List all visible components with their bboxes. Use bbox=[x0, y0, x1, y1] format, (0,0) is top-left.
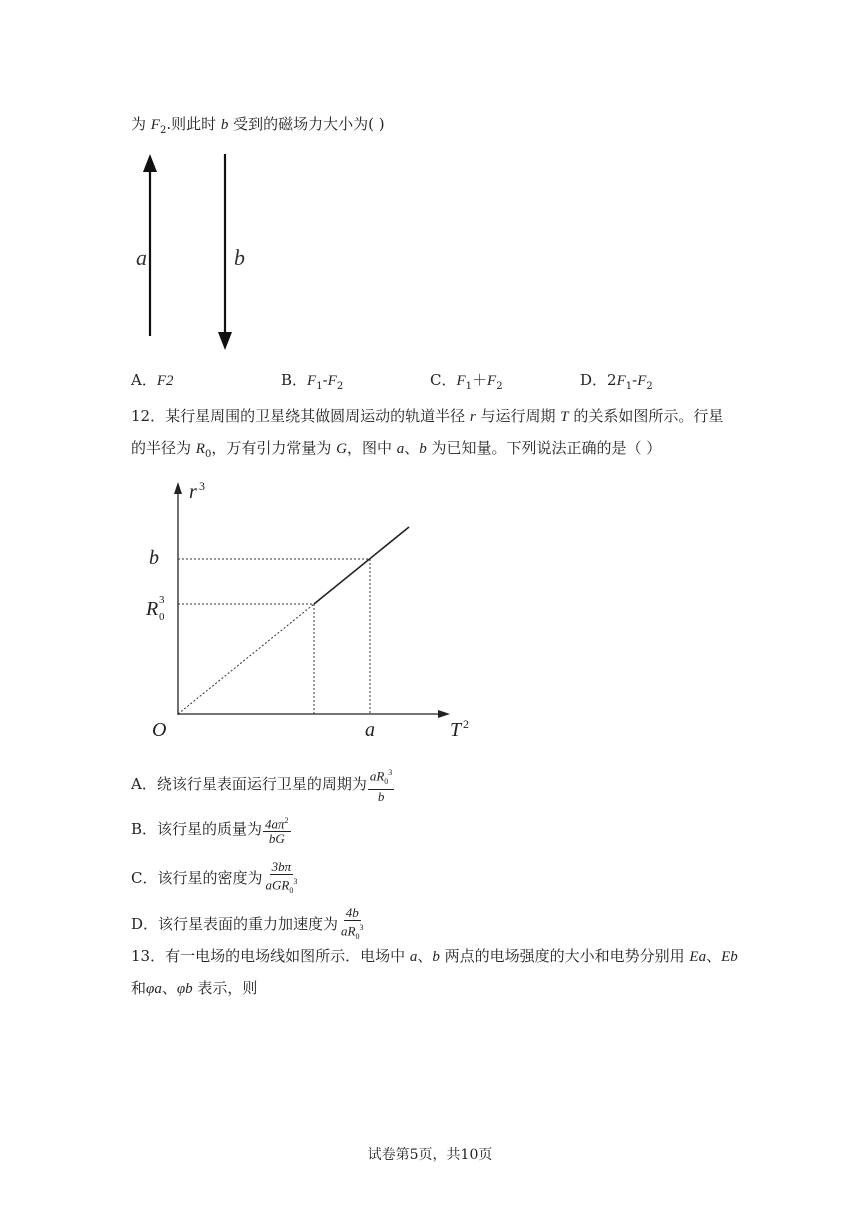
q12-stem-line1 bbox=[131, 406, 723, 427]
q11-stem bbox=[131, 114, 385, 141]
q12-text: 与运行周期 bbox=[475, 407, 561, 425]
x-axis-arrow bbox=[438, 710, 450, 718]
q13-text: 两点的电场强度的大小和电势分别用 bbox=[439, 947, 690, 965]
option-s2: 2 bbox=[496, 381, 503, 392]
option-text: C．该行星的密度为 bbox=[131, 868, 263, 887]
option-s1: 1 bbox=[465, 381, 473, 392]
option-f1: F bbox=[616, 373, 626, 389]
q11-stem-var: F bbox=[150, 117, 160, 133]
q11-stem-prefix: 为 bbox=[131, 115, 151, 133]
formula-num: 4aπ bbox=[265, 816, 285, 832]
formula-den-sup: 3 bbox=[293, 877, 298, 886]
q11-stem-sub: 2 bbox=[159, 125, 167, 136]
q12-text: 为已知量。下列说法正确的是（ ） bbox=[426, 439, 662, 457]
option-label: B． bbox=[281, 371, 308, 389]
q13-text: 、 bbox=[417, 947, 433, 965]
q12-var-r: r bbox=[469, 409, 476, 425]
y-axis-arrow bbox=[174, 482, 182, 494]
formula-den: b bbox=[377, 788, 385, 804]
formula-den-sub: 0 bbox=[289, 885, 294, 895]
line-solid bbox=[314, 527, 409, 604]
option-op: - bbox=[322, 371, 328, 389]
option-formula bbox=[368, 766, 394, 804]
formula-den-sup: 3 bbox=[359, 923, 364, 932]
q11-wires-figure bbox=[128, 148, 268, 358]
q11-option-b[interactable] bbox=[281, 370, 343, 397]
wire-a-arrowhead bbox=[143, 154, 157, 172]
q12-text: ，图中 bbox=[346, 439, 397, 457]
option-formula bbox=[263, 860, 299, 898]
q12-text: ，万有引力常量为 bbox=[211, 439, 337, 457]
option-text: A．绕该行星表面运行卫星的周期为 bbox=[131, 774, 367, 793]
q12-var-g: G bbox=[336, 441, 347, 457]
option-op: ＋ bbox=[472, 371, 488, 389]
q13-text: 、 bbox=[161, 979, 177, 997]
x-axis-label: T bbox=[450, 719, 462, 741]
y-tick-b: b bbox=[149, 547, 159, 569]
formula-den: aGR bbox=[265, 877, 290, 893]
q11-stem-suffix: 受到的磁场力大小为( ) bbox=[228, 115, 385, 133]
option-text: B．该行星的质量为 bbox=[131, 820, 263, 839]
wire-b-arrowhead bbox=[218, 332, 232, 350]
page-footer: 试卷第5页，共10页 bbox=[367, 1147, 493, 1163]
q13-text: 和 bbox=[131, 979, 147, 997]
q12-var-a: a bbox=[396, 441, 405, 457]
option-label: D． bbox=[580, 371, 608, 389]
x-tick-a: a bbox=[365, 719, 375, 741]
option-s2: 2 bbox=[336, 381, 344, 392]
q13-var-phi-b: φb bbox=[176, 981, 193, 997]
formula-num: aR bbox=[369, 768, 385, 784]
q11-option-a[interactable] bbox=[131, 370, 174, 391]
q12-option-c[interactable] bbox=[131, 860, 299, 898]
option-s1: 1 bbox=[625, 381, 633, 392]
q12-text: 的半径为 bbox=[131, 439, 196, 457]
wire-a-label: a bbox=[136, 245, 147, 270]
option-label: C． bbox=[430, 371, 457, 389]
formula-num-sub: 0 bbox=[384, 776, 389, 786]
q11-option-c[interactable] bbox=[430, 370, 503, 397]
q12-text: 的关系如图所示。行星 bbox=[568, 407, 724, 425]
option-label: A． bbox=[131, 371, 157, 389]
q13-text: 13．有一电场的电场线如图所示．电场中 bbox=[131, 947, 410, 965]
formula-num-sup: 2 bbox=[284, 816, 289, 825]
y-tick-r0-sub: 0 bbox=[159, 611, 165, 623]
q12-option-a[interactable] bbox=[131, 766, 394, 804]
origin-label: O bbox=[152, 719, 167, 741]
option-f1: F bbox=[456, 373, 466, 389]
option-f2: F bbox=[637, 373, 647, 389]
option-coef: 2 bbox=[607, 371, 617, 389]
q13-var-eb: Eb bbox=[721, 949, 738, 965]
formula-den-sub: 0 bbox=[355, 931, 360, 941]
y-axis-label-sup: 3 bbox=[199, 479, 205, 493]
option-f2: F bbox=[327, 373, 337, 389]
option-formula bbox=[263, 814, 291, 846]
q12-text: 12．某行星周围的卫星绕其做圆周运动的轨道半径 bbox=[131, 407, 470, 425]
option-formula bbox=[339, 906, 365, 944]
formula-den: aR bbox=[341, 923, 356, 939]
formula-num: 3bπ bbox=[271, 859, 292, 874]
x-axis-label-sup: 2 bbox=[463, 717, 469, 731]
q12-r3-t2-graph bbox=[130, 470, 490, 750]
q13-var-a: a bbox=[409, 949, 418, 965]
q12-var-r0: R bbox=[195, 441, 205, 457]
y-axis-label: r bbox=[189, 481, 197, 503]
q12-var-t: T bbox=[560, 409, 569, 425]
q13-var-phi-a: φa bbox=[146, 981, 162, 997]
wire-b-label: b bbox=[234, 245, 245, 270]
q11-stem-mid: .则此时 bbox=[166, 115, 221, 133]
q11-stem-b: b bbox=[220, 117, 229, 133]
q12-var-b: b bbox=[419, 441, 427, 457]
formula-den: bG bbox=[268, 831, 285, 847]
q12-var-r0-sub: 0 bbox=[204, 449, 212, 460]
option-s1: 1 bbox=[316, 381, 323, 392]
q13-var-ea: Ea bbox=[689, 949, 707, 965]
line-extension-dotted bbox=[178, 604, 314, 714]
q13-text: 、 bbox=[706, 947, 722, 965]
y-tick-r0: R bbox=[146, 598, 159, 620]
formula-num: 4b bbox=[345, 905, 359, 920]
option-f1: F bbox=[307, 373, 317, 389]
option-text: F2 bbox=[156, 373, 174, 389]
q13-stem-line1 bbox=[131, 946, 738, 967]
q12-text: 、 bbox=[404, 439, 420, 457]
option-f2: F bbox=[487, 373, 497, 389]
formula-num-sup: 3 bbox=[388, 768, 393, 777]
q11-option-d[interactable] bbox=[580, 370, 653, 397]
q12-option-b[interactable] bbox=[131, 814, 291, 846]
option-s2: 2 bbox=[646, 381, 653, 392]
option-text: D．该行星表面的重力加速度为 bbox=[131, 914, 339, 933]
option-op: - bbox=[632, 371, 638, 389]
q12-option-d[interactable] bbox=[131, 906, 365, 944]
q12-stem-line2 bbox=[131, 438, 661, 465]
q13-stem-line2 bbox=[131, 978, 257, 999]
q13-text: 表示，则 bbox=[192, 979, 258, 997]
y-tick-r0-sup: 3 bbox=[159, 594, 165, 606]
q13-var-b: b bbox=[432, 949, 440, 965]
